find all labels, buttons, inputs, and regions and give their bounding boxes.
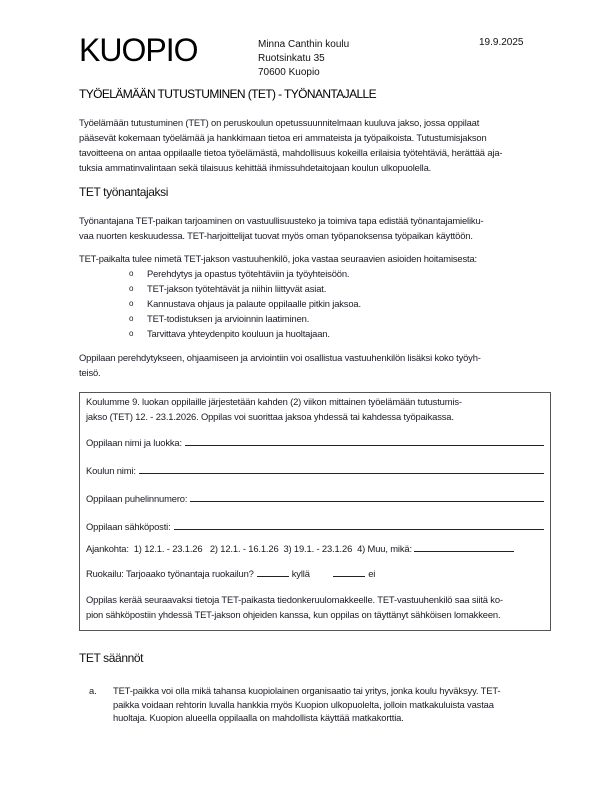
lunch-no-label: ei [368,568,376,579]
bullet-circle-icon: o [129,329,134,338]
responsibility-intro [79,251,555,266]
intro-line: tavoitteena on antaa oppilaalle tietoa työelämästä, mahdollisuus kokeilla erilaisia työtehtäviä, herättää aja- [79,147,503,158]
address-line-street: Ruotsinkatu 35 [258,53,325,64]
rule-item [89,684,500,725]
form-intro-line: jakso (TET) 12. - 23.1.2026. Oppilas voi suorittaa jaksoa yhdessä tai kahdessa työpaikassa. [86,411,454,422]
closing-line: teisö. [79,367,101,378]
bullet-circle-icon: o [129,314,134,323]
list-item [129,266,361,281]
timing-option-3[interactable]: 3) 19.1. - 23.1.26 [283,543,353,554]
list-item [129,311,361,326]
list-item-text: Tarvittava yhteydenpito kouluun ja huoltajaan. [147,328,330,339]
lunch-no-input[interactable] [333,567,365,577]
list-item-text: Kannustava ohjaus ja palaute oppilaalle pitkin jaksoa. [147,298,361,309]
timing-option-2[interactable]: 2) 12.1. - 16.1.26 [209,543,279,554]
bullet-circle-icon: o [129,269,134,278]
list-item-text: Perehdytys ja opastus työtehtäviin ja työyhteisöön. [147,268,350,279]
intro-line: tuksia ammatinvalintaan sekä tilaisuus kehittää ihmissuhdetaitojaan koulun ulkopuolella. [79,162,432,173]
email-input[interactable] [174,520,544,530]
address-line-city: 70600 Kuopio [258,67,320,78]
intro-line: Työelämään tutustuminen (TET) on peruskoulun opetussuunnitelmaan kuuluva jakso, jossa oppilaat [79,117,480,128]
employer-line: vaa nuorten keskuudessa. TET-harjoittelijat tuovat myös oman työpanoksensa työpaikan käyttöön. [79,230,473,241]
bullet-circle-icon: o [129,299,134,308]
phone-field[interactable] [86,492,544,504]
intro-line: pääsevät kokemaan työelämää ja hankkimaan tietoa eri ammateista ja työpaikoista. Tutustumisjakson [79,132,487,143]
email-label: Oppilaan sähköposti: [86,521,171,532]
student-name-label: Oppilaan nimi ja luokka: [86,437,182,448]
section-heading-rules: TET säännöt [79,651,144,665]
employer-line: Työnantajana TET-paikan tarjoaminen on vastuullisuusteko ja toimiva tapa edistää työnantajamieliku- [79,215,484,226]
list-item [129,281,361,296]
lunch-row [86,566,375,581]
timing-label: Ajankohta: [86,543,129,554]
rule-line: paikka voidaan rehtorin luvalla hankkia myös Kuopion ulkopuolelta, jolloin matkakuluista vastaa [113,698,494,710]
rules-list [89,684,500,725]
document-title: TYÖELÄMÄÄN TUTUSTUMINEN (TET) - TYÖNANTAJALLE [79,87,377,101]
address-line-school: Minna Canthin koulu [258,39,350,50]
employer-paragraph [79,213,555,243]
timing-option-4[interactable]: 4) Muu, mikä: [357,543,412,554]
student-name-input[interactable] [185,436,544,446]
list-item-text: TET-todistuksen ja arvioinnin laatiminen. [147,313,310,324]
responsibility-list [129,266,361,341]
school-name-label: Koulun nimi: [86,465,136,476]
form-footer-line: pion sähköpostiin yhdessä TET-jakson ohjeiden kanssa, kun oppilas on täyttänyt sähköisen lomakkeen. [86,609,501,620]
section-heading-employer: TET työnantajaksi [79,185,169,199]
phone-input[interactable] [190,492,544,502]
student-name-field[interactable] [86,436,544,448]
lunch-yes-input[interactable] [257,567,289,577]
kuopio-logo: KUOPIO [79,32,198,68]
school-name-field[interactable] [86,464,544,476]
bullet-circle-icon: o [129,284,134,293]
phone-label: Oppilaan puhelinnumero: [86,493,188,504]
rule-text [113,684,500,725]
list-item [129,326,361,341]
email-field[interactable] [86,520,544,532]
closing-line: Oppilaan perehdytykseen, ohjaamiseen ja arviointiin voi osallistua vastuuhenkilön lisäksi koko työyh- [79,352,481,363]
school-name-input[interactable] [139,464,544,474]
timing-other-input[interactable] [414,542,514,552]
lunch-yes-label: kyllä [291,568,310,579]
lunch-label: Ruokailu: Tarjoaako työnantaja ruokailun? [86,568,254,579]
document-date: 19.9.2025 [479,37,524,48]
list-item [129,296,361,311]
intro-paragraph [79,115,555,175]
responsibility-intro-text: TET-paikalta tulee nimetä TET-jakson vastuuhenkilö, joka vastaa seuraavien asioiden hoitamisesta: [79,253,477,264]
rule-line: TET-paikka voi olla mikä tahansa kuopiolainen organisaatio tai yritys, jonka koulu hyväksyy. TET- [113,685,501,696]
student-info-form [79,392,551,631]
list-item-text: TET-jakson työtehtävät ja niihin liittyvät asiat. [147,283,327,294]
form-intro-line: Koulumme 9. luokan oppilaille järjestetään kahden (2) viikon mittainen työelämään tutustumis- [86,396,462,407]
rule-line: huoltaja. Kuopion alueella oppilaalla on mahdollista käyttää matkakorttia. [113,712,404,723]
timing-row [86,541,514,556]
form-footer-line: Oppilas kerää seuraavaksi tietoja TET-paikasta tiedonkeruulomakkeelle. TET-vastuuhenkilö saa siitä ko- [86,594,503,605]
school-address [258,38,349,80]
rule-marker: a. [89,685,97,696]
timing-option-1[interactable]: 1) 12.1. - 23.1.26 [133,543,203,554]
closing-paragraph [79,350,555,380]
